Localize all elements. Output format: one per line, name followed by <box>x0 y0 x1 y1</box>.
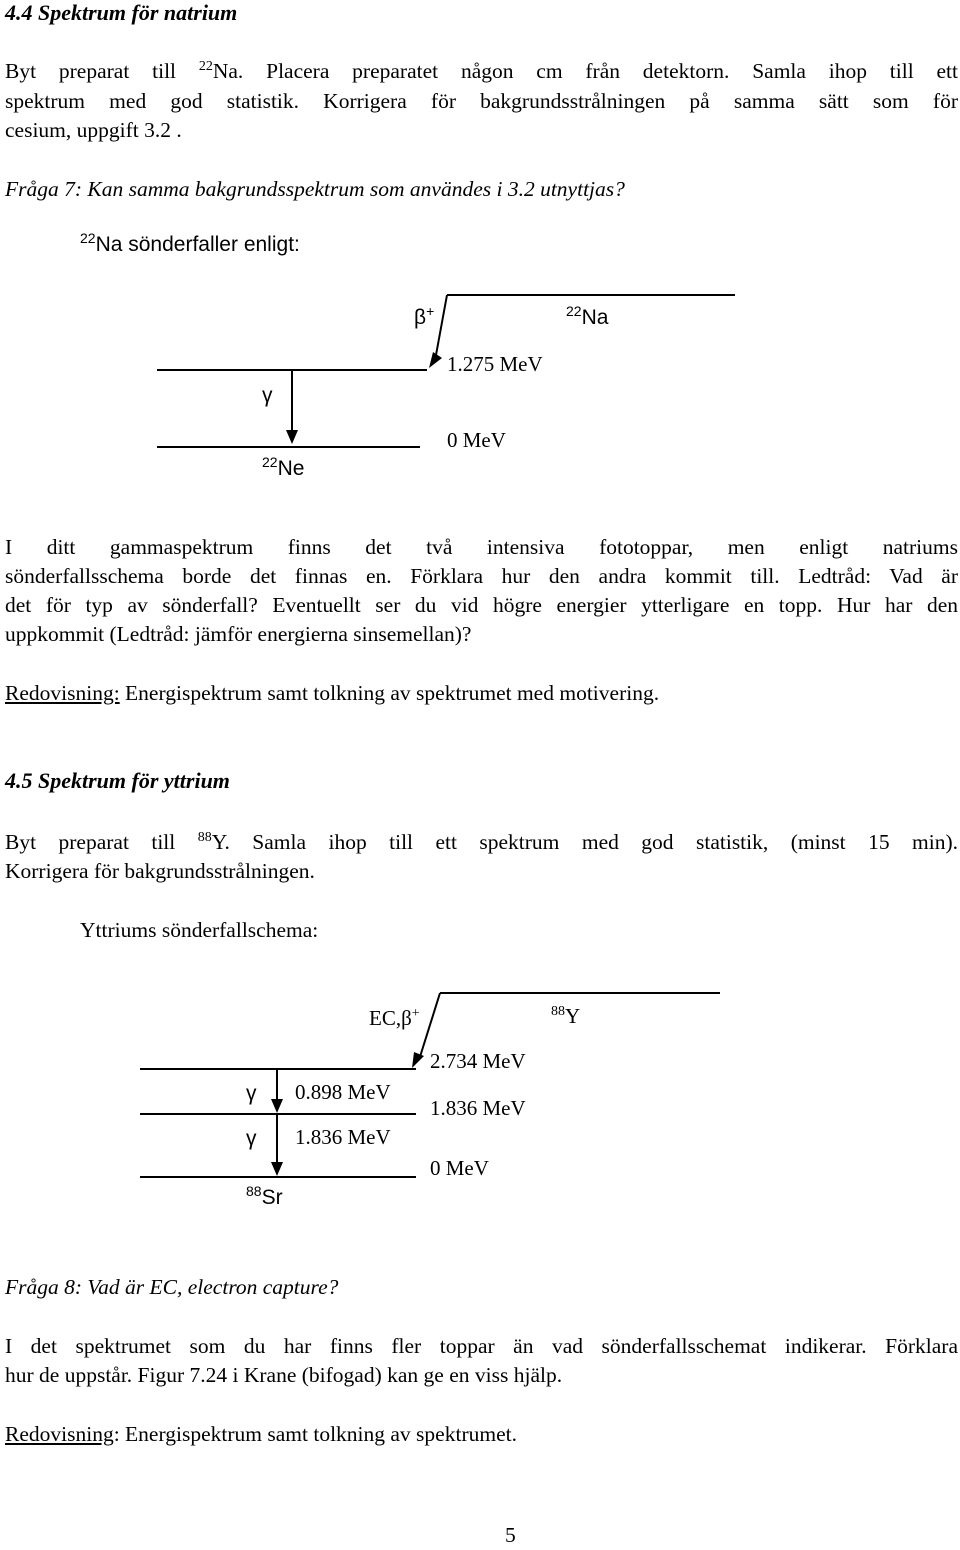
para2-44-line1: I ditt gammaspektrum finns det två intensiva fototoppar, men enligt natriums <box>5 535 958 559</box>
beta-sup: + <box>426 303 435 319</box>
gamma-label: γ <box>262 384 273 407</box>
parent-name: Na <box>581 306 609 329</box>
decay-intro-text: Na sönderfaller enligt: <box>95 233 300 256</box>
sr88-daughter-label <box>246 1183 283 1210</box>
ec-arrow-head <box>412 1052 424 1068</box>
yttrium-scheme-intro: Yttriums sönderfallschema: <box>80 918 319 942</box>
gamma1-arrow-head <box>271 1099 283 1113</box>
daughter-name: Sr <box>261 1186 283 1209</box>
para2-44-line2: sönderfallsschema borde det finnas en. Förklara hur den andra kommit till. Ledtråd: Vad är <box>5 564 958 588</box>
daughter-name: Ne <box>277 457 305 480</box>
parent-sup: 88 <box>551 1004 565 1019</box>
daughter-sup: 22 <box>262 454 278 470</box>
para-45-line2: Korrigera för bakgrundsstrålningen. <box>5 859 315 883</box>
ec-beta-text: EC,β <box>369 1006 412 1030</box>
redovisning-label: Redovisning <box>5 1422 114 1446</box>
question-7: Fråga 7: Kan samma bakgrundsspektrum som användes i 3.2 utnyttjas? <box>5 177 625 201</box>
redovisning-text: : Energispektrum samt tolkning av spektrumet. <box>113 1422 517 1446</box>
para2-45-line1: I det spektrumet som du har finns fler toppar än vad sönderfallsschemat indikerar. Förklara <box>5 1334 958 1358</box>
section-heading-4-4: 4.4 Spektrum för natrium <box>5 0 238 25</box>
ec-beta-plus-label <box>369 1006 420 1031</box>
para-45-line1-b: Y. Samla ihop till ett spektrum med god statistik, (minst 15 min). <box>211 830 958 854</box>
para2-45-line2: hur de uppstår. Figur 7.24 i Krane (bifogad) kan ge en viss hjälp. <box>5 1363 563 1387</box>
para-44-line1-b: Na. Placera preparatet någon cm från detektorn. Samla ihop till ett <box>212 59 958 83</box>
gamma2-label: γ <box>246 1127 257 1150</box>
gamma2-energy-label: 1.836 MeV <box>295 1125 391 1149</box>
para-44-line1-a: Byt preparat till <box>5 59 177 83</box>
y88-parent-label <box>551 1004 580 1029</box>
isotope-sup: 22 <box>80 230 96 246</box>
gamma1-label: γ <box>246 1082 257 1105</box>
gamma2-arrow-head <box>271 1162 283 1176</box>
redovisning-text: Energispektrum samt tolkning av spektrumet med motivering. <box>119 681 660 705</box>
gamma1-energy-label: 0.898 MeV <box>295 1080 391 1104</box>
parent-sup: 22 <box>566 303 582 319</box>
level-0-label: 0 MeV <box>430 1156 489 1180</box>
level-2734-label: 2.734 MeV <box>430 1049 526 1073</box>
para-44-line3: cesium, uppgift 3.2 . <box>5 118 182 142</box>
level-0-label: 0 MeV <box>447 428 506 452</box>
redovisning-45 <box>5 1420 517 1449</box>
daughter-sup: 88 <box>246 1183 262 1199</box>
beta-symbol: β <box>414 306 427 329</box>
parent-name: Y <box>565 1004 581 1028</box>
isotope-sup: 88 <box>197 830 212 845</box>
question-8: Fråga 8: Vad är EC, electron capture? <box>5 1275 339 1299</box>
isotope-sup: 22 <box>198 59 213 74</box>
para-45-line1-a: Byt preparat till <box>5 830 176 854</box>
para2-44-line4: uppkommit (Ledtråd: jämför energierna sinsemellan)? <box>5 622 472 646</box>
ec-sup: + <box>411 1006 420 1021</box>
page-number: 5 <box>505 1523 516 1547</box>
section-heading-4-5: 4.5 Spektrum för yttrium <box>5 768 230 793</box>
level-1275-label: 1.275 MeV <box>447 352 543 376</box>
para2-44-line3: det för typ av sönderfall? Eventuellt ser du vid högre energier ytterligare en topp. Hur har den <box>5 593 958 617</box>
redovisning-label: Redovisning: <box>5 681 120 705</box>
para-44-line2: spektrum med god statistik. Korrigera för bakgrundsstrålningen på samma sätt som för <box>5 89 958 113</box>
level-1836-label: 1.836 MeV <box>430 1096 526 1120</box>
